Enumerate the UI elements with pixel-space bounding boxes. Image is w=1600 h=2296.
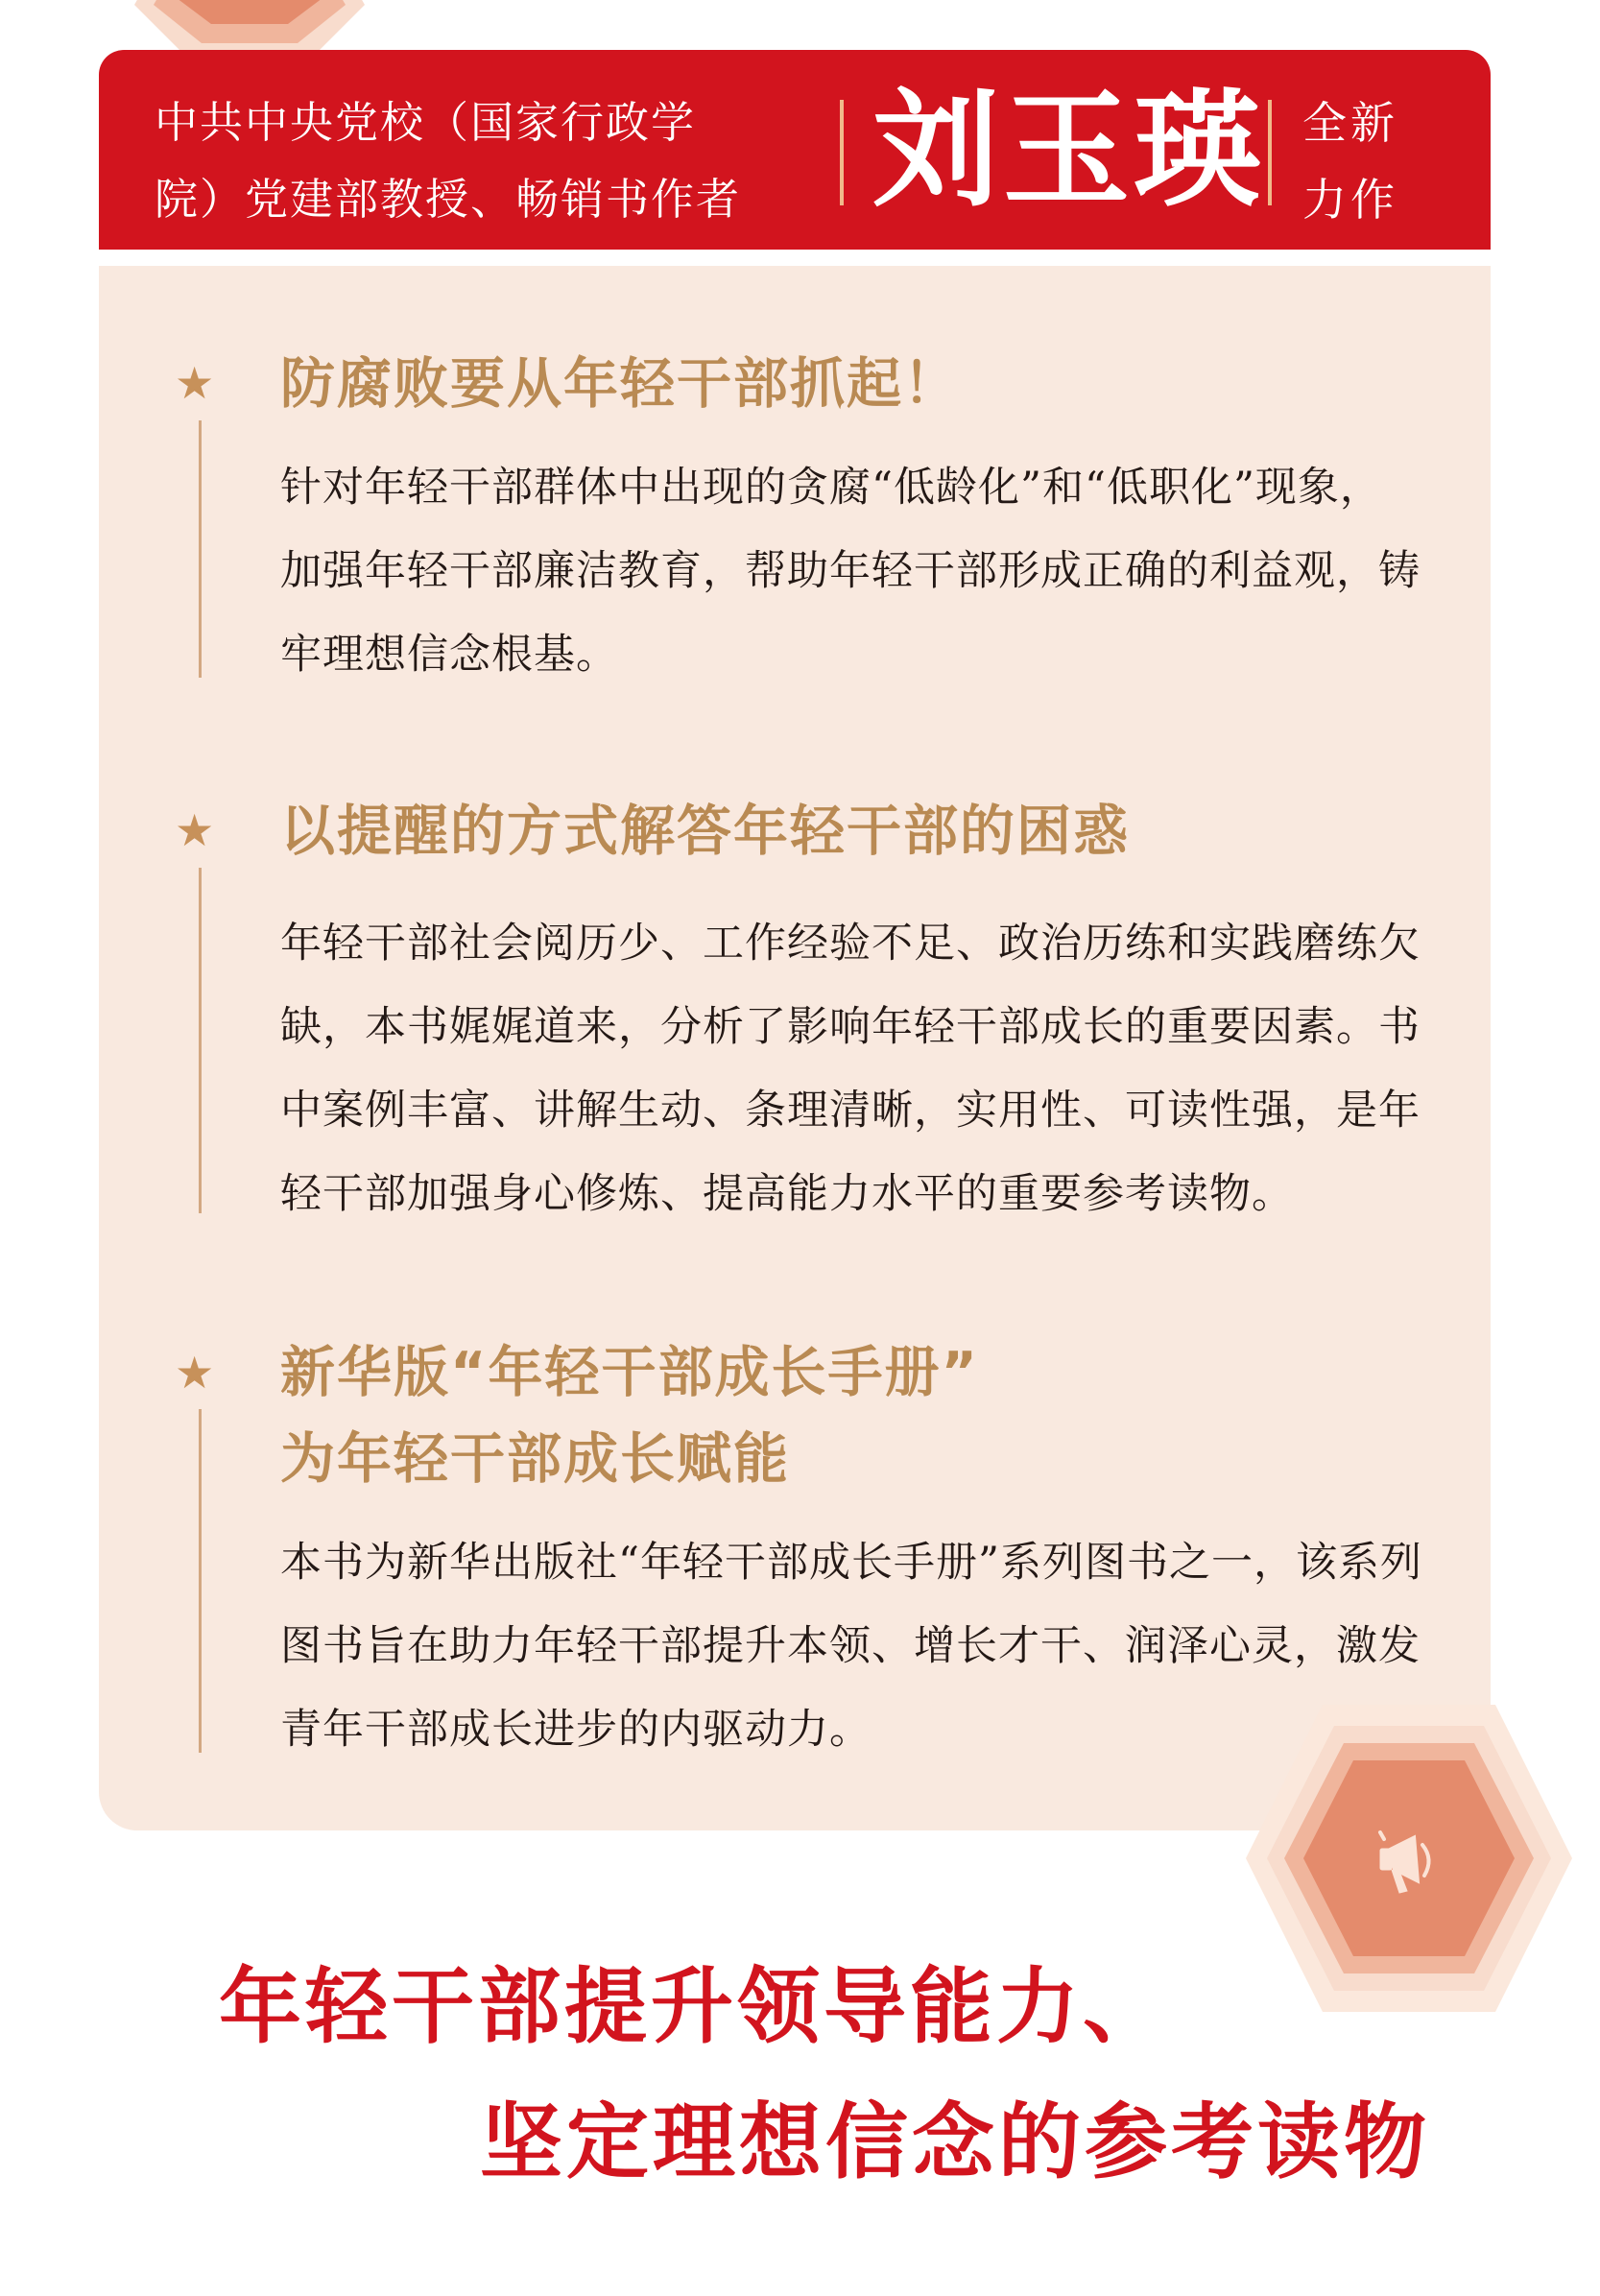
new-work-tag: 全新 力作 [1302,97,1398,226]
section-line [199,1409,202,1753]
star-icon: ★ [175,1347,215,1399]
banner-divider-left [840,100,844,205]
section-heading: 新华版“年轻干部成长手册” 为年轻干部成长赋能 [280,1341,979,1491]
slogan-line-1: 年轻干部提升领导能力、 [219,1958,1169,2055]
section-body: 年轻干部社会阅历少、工作经验不足、政治历练和实践磨练欠缺，本书娓娓道来，分析了影响年轻干部成长的重要因素。书中案例丰富、讲解生动、条理清晰，实用性、可读性强，是年轻干部加强身心修炼、提高能力水平的重要参考读物。 [280,920,1421,1218]
section-heading: 以提醒的方式解答年轻干部的困惑 [280,800,1130,863]
star-icon: ★ [175,804,215,856]
section-body: 针对年轻干部群体中出现的贪腐“低龄化”和“低职化”现象，加强年轻干部廉洁教育，帮助年轻干部形成正确的利益观，铸牢理想信念根基。 [280,464,1421,679]
banner-divider-right [1268,100,1272,205]
author-name: 刘玉瑛 [872,76,1264,225]
slogan-line-2: 坚定理想信念的参考读物 [480,2093,1430,2190]
section-line [199,420,202,678]
section-heading: 防腐败要从年轻干部抓起！ [280,352,960,416]
megaphone-badge [1246,1705,1572,2012]
section-line [199,868,202,1213]
author-banner [99,50,1491,250]
section-body: 本书为新华出版社“年轻干部成长手册”系列图书之一，该系列图书旨在助力年轻干部提升本领、增长才干、润泽心灵，激发青年干部成长进步的内驱动力。 [280,1539,1422,1754]
author-credentials: 中共中央党校（国家行政学 院）党建部教授、畅销书作者 [155,97,742,225]
star-icon: ★ [175,357,215,409]
